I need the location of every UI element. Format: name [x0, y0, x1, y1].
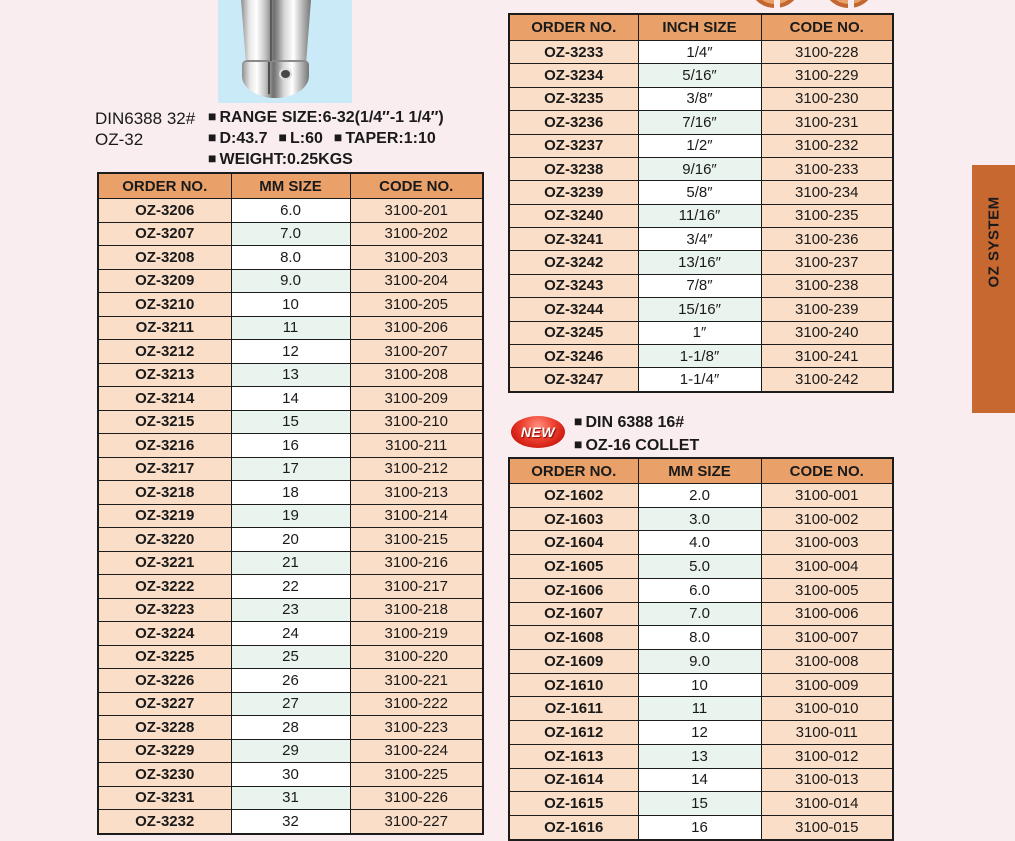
table-row [509, 157, 893, 180]
table-row [509, 134, 893, 157]
order-no-cell: OZ-1604 [509, 531, 638, 555]
code-no-cell: 3100-006 [761, 602, 893, 626]
table-row [509, 578, 893, 602]
bulleted-line [574, 434, 699, 457]
spec-text: WEIGHT:0.25KGS [219, 151, 353, 168]
size-cell: 31 [231, 786, 350, 810]
code-no-cell: 3100-001 [761, 484, 893, 508]
code-no-cell: 3100-005 [761, 578, 893, 602]
order-no-cell: OZ-3221 [98, 551, 231, 575]
code-no-cell: 3100-009 [761, 673, 893, 697]
table-row [509, 344, 893, 367]
bullet-square-icon: ■ [208, 150, 217, 166]
size-cell: 13 [638, 744, 761, 768]
table-header-row [509, 14, 893, 41]
size-cell: 8.0 [638, 626, 761, 650]
size-cell: 7.0 [638, 602, 761, 626]
bulleted-line [208, 128, 444, 149]
order-no-cell: OZ-3208 [98, 246, 231, 270]
table-row [98, 387, 483, 411]
table-row [98, 575, 483, 599]
order-no-cell: OZ-3235 [509, 87, 638, 110]
size-cell: 12 [638, 721, 761, 745]
order-no-cell: OZ-3210 [98, 293, 231, 317]
size-cell: 2.0 [638, 484, 761, 508]
order-no-cell: OZ-3230 [98, 763, 231, 787]
order-no-cell: OZ-1608 [509, 626, 638, 650]
column-header: INCH SIZE [638, 14, 761, 41]
bulleted-line [208, 107, 444, 128]
size-cell: 6.0 [638, 578, 761, 602]
table-row [509, 41, 893, 64]
inch-size-table-oz32 [508, 13, 894, 393]
code-no-cell: 3100-004 [761, 555, 893, 579]
order-no-cell: OZ-1615 [509, 792, 638, 816]
size-cell: 7/8″ [638, 274, 761, 297]
order-no-cell: OZ-3234 [509, 64, 638, 87]
new-badge [511, 416, 565, 448]
code-no-cell: 3100-241 [761, 344, 893, 367]
order-no-cell: OZ-1607 [509, 602, 638, 626]
code-no-cell: 3100-235 [761, 204, 893, 227]
size-cell: 7.0 [231, 222, 350, 246]
table-row [98, 222, 483, 246]
spec-text: DIN 6388 16# [585, 414, 685, 431]
order-no-cell: OZ-3232 [98, 810, 231, 835]
table-row [509, 650, 893, 674]
size-cell: 15 [638, 792, 761, 816]
code-no-cell: 3100-224 [350, 739, 483, 763]
order-no-cell: OZ-3209 [98, 269, 231, 293]
code-no-cell: 3100-240 [761, 321, 893, 344]
order-no-cell: OZ-1603 [509, 507, 638, 531]
column-header: MM SIZE [231, 173, 350, 199]
order-no-cell: OZ-3241 [509, 228, 638, 251]
code-no-cell: 3100-003 [761, 531, 893, 555]
spec-item [279, 130, 323, 147]
spec-item [334, 130, 436, 147]
order-no-cell: OZ-1606 [509, 578, 638, 602]
logo-circle-slit [848, 0, 854, 12]
table-row [98, 340, 483, 364]
table-row [509, 64, 893, 87]
table-row [509, 531, 893, 555]
order-no-cell: OZ-3244 [509, 298, 638, 321]
code-no-cell: 3100-228 [761, 41, 893, 64]
bullet-square-icon: ■ [333, 129, 343, 145]
code-no-cell: 3100-220 [350, 645, 483, 669]
size-cell: 1-1/8″ [638, 344, 761, 367]
size-cell: 8.0 [231, 246, 350, 270]
collet-slit [268, 62, 270, 94]
code-no-cell: 3100-233 [761, 157, 893, 180]
order-no-cell: OZ-3207 [98, 222, 231, 246]
oz-system-tab[interactable] [972, 165, 1015, 413]
order-no-cell: OZ-3228 [98, 716, 231, 740]
table-row [98, 269, 483, 293]
code-no-cell: 3100-216 [350, 551, 483, 575]
size-cell: 11/16″ [638, 204, 761, 227]
table-row [509, 792, 893, 816]
table-row [509, 626, 893, 650]
spec-item [574, 437, 699, 454]
code-no-cell: 3100-225 [350, 763, 483, 787]
size-cell: 1-1/4″ [638, 368, 761, 392]
size-cell: 21 [231, 551, 350, 575]
partial-logo-circles [745, 0, 895, 13]
size-cell: 26 [231, 669, 350, 693]
spec-list [208, 107, 444, 170]
bullet-square-icon: ■ [574, 413, 583, 429]
table-row [98, 504, 483, 528]
order-no-cell: OZ-1605 [509, 555, 638, 579]
table-row [98, 645, 483, 669]
oz-system-tab-label: OZ SYSTEM [985, 195, 1002, 287]
order-no-cell: OZ-3236 [509, 111, 638, 134]
table-row [98, 551, 483, 575]
spec-item [208, 151, 353, 168]
size-cell: 5/16″ [638, 64, 761, 87]
order-no-cell: OZ-3225 [98, 645, 231, 669]
table-row [98, 763, 483, 787]
size-cell: 25 [231, 645, 350, 669]
table-row [509, 251, 893, 274]
size-cell: 12 [231, 340, 350, 364]
code-no-cell: 3100-219 [350, 622, 483, 646]
size-cell: 1/2″ [638, 134, 761, 157]
table-row [509, 555, 893, 579]
code-no-cell: 3100-237 [761, 251, 893, 274]
size-cell: 19 [231, 504, 350, 528]
code-no-cell: 3100-011 [761, 721, 893, 745]
order-no-cell: OZ-3211 [98, 316, 231, 340]
size-cell: 16 [231, 434, 350, 458]
code-no-cell: 3100-236 [761, 228, 893, 251]
new-badge-label: NEW [520, 424, 556, 440]
code-no-cell: 3100-205 [350, 293, 483, 317]
size-cell: 10 [231, 293, 350, 317]
order-no-cell: OZ-1616 [509, 816, 638, 840]
code-no-cell: 3100-201 [350, 199, 483, 223]
bulleted-line [208, 149, 444, 170]
code-no-cell: 3100-002 [761, 507, 893, 531]
spec-text: OZ-16 COLLET [585, 437, 700, 454]
order-no-cell: OZ-3238 [509, 157, 638, 180]
code-no-cell: 3100-214 [350, 504, 483, 528]
table-row [509, 298, 893, 321]
size-cell: 9.0 [638, 650, 761, 674]
size-cell: 10 [638, 673, 761, 697]
code-no-cell: 3100-208 [350, 363, 483, 387]
size-cell: 9.0 [231, 269, 350, 293]
spec-item [574, 414, 684, 431]
size-cell: 7/16″ [638, 111, 761, 134]
size-cell: 3/4″ [638, 228, 761, 251]
order-no-cell: OZ-3214 [98, 387, 231, 411]
table-row [98, 363, 483, 387]
order-no-cell: OZ-3240 [509, 204, 638, 227]
column-header: CODE NO. [761, 14, 893, 41]
code-no-cell: 3100-008 [761, 650, 893, 674]
model-standard: DIN6388 32# [95, 109, 196, 128]
code-no-cell: 3100-222 [350, 692, 483, 716]
column-header: CODE NO. [350, 173, 483, 199]
collet-hole [279, 68, 292, 80]
table-row [509, 228, 893, 251]
order-no-cell: OZ-3220 [98, 528, 231, 552]
table-row [509, 204, 893, 227]
logo-circle-slit [774, 0, 780, 12]
oz16-heading [574, 411, 699, 457]
size-cell: 5/8″ [638, 181, 761, 204]
bullet-square-icon: ■ [278, 129, 287, 145]
size-cell: 20 [231, 528, 350, 552]
table-row [98, 293, 483, 317]
mm-size-table-oz16 [508, 457, 894, 841]
table-row [98, 246, 483, 270]
code-no-cell: 3100-007 [761, 626, 893, 650]
table-row [98, 434, 483, 458]
code-no-cell: 3100-229 [761, 64, 893, 87]
size-cell: 24 [231, 622, 350, 646]
bulleted-line [574, 411, 699, 434]
spec-text: L:60 [289, 130, 323, 147]
order-no-cell: OZ-3219 [98, 504, 231, 528]
code-no-cell: 3100-239 [761, 298, 893, 321]
column-header: CODE NO. [761, 458, 893, 484]
size-cell: 11 [638, 697, 761, 721]
table-row [509, 673, 893, 697]
order-no-cell: OZ-3213 [98, 363, 231, 387]
size-cell: 17 [231, 457, 350, 481]
code-no-cell: 3100-206 [350, 316, 483, 340]
table-row [509, 507, 893, 531]
code-no-cell: 3100-238 [761, 274, 893, 297]
size-cell: 3/8″ [638, 87, 761, 110]
code-no-cell: 3100-227 [350, 810, 483, 835]
order-no-cell: OZ-3222 [98, 575, 231, 599]
code-no-cell: 3100-014 [761, 792, 893, 816]
code-no-cell: 3100-215 [350, 528, 483, 552]
bullet-square-icon: ■ [208, 129, 217, 145]
order-no-cell: OZ-3226 [98, 669, 231, 693]
table-row [98, 528, 483, 552]
order-no-cell: OZ-1612 [509, 721, 638, 745]
size-cell: 32 [231, 810, 350, 835]
code-no-cell: 3100-012 [761, 744, 893, 768]
order-no-cell: OZ-1610 [509, 673, 638, 697]
table-row [98, 622, 483, 646]
size-cell: 13 [231, 363, 350, 387]
table-row [98, 692, 483, 716]
table-row [98, 199, 483, 223]
order-no-cell: OZ-3237 [509, 134, 638, 157]
code-no-cell: 3100-203 [350, 246, 483, 270]
table-row [98, 316, 483, 340]
table-row [509, 721, 893, 745]
size-cell: 4.0 [638, 531, 761, 555]
table-row [98, 716, 483, 740]
code-no-cell: 3100-223 [350, 716, 483, 740]
spec-text: TAPER:1:10 [345, 130, 436, 147]
order-no-cell: OZ-3242 [509, 251, 638, 274]
order-no-cell: OZ-3212 [98, 340, 231, 364]
column-header: ORDER NO. [509, 458, 638, 484]
table-row [509, 321, 893, 344]
size-cell: 14 [231, 387, 350, 411]
code-no-cell: 3100-230 [761, 87, 893, 110]
order-no-cell: OZ-3206 [98, 199, 231, 223]
code-no-cell: 3100-210 [350, 410, 483, 434]
spec-text: D:43.7 [219, 130, 268, 147]
size-cell: 28 [231, 716, 350, 740]
order-no-cell: OZ-3245 [509, 321, 638, 344]
code-no-cell: 3100-209 [350, 387, 483, 411]
code-no-cell: 3100-212 [350, 457, 483, 481]
order-no-cell: OZ-3231 [98, 786, 231, 810]
table-row [98, 457, 483, 481]
table-header-row [98, 173, 483, 199]
order-no-cell: OZ-1611 [509, 697, 638, 721]
code-no-cell: 3100-234 [761, 181, 893, 204]
collet-body [241, 0, 311, 63]
code-no-cell: 3100-221 [350, 669, 483, 693]
size-cell: 16 [638, 816, 761, 840]
logo-circle-icon [748, 0, 802, 8]
order-no-cell: OZ-3223 [98, 598, 231, 622]
code-no-cell: 3100-015 [761, 816, 893, 840]
table-row [509, 602, 893, 626]
table-row [98, 598, 483, 622]
size-cell: 14 [638, 768, 761, 792]
size-cell: 18 [231, 481, 350, 505]
column-header: ORDER NO. [509, 14, 638, 41]
order-no-cell: OZ-3218 [98, 481, 231, 505]
code-no-cell: 3100-226 [350, 786, 483, 810]
size-cell: 27 [231, 692, 350, 716]
spec-item [208, 130, 268, 147]
spec-item [208, 109, 444, 126]
table-row [98, 669, 483, 693]
size-cell: 3.0 [638, 507, 761, 531]
logo-circle-icon [822, 0, 876, 8]
order-no-cell: OZ-3229 [98, 739, 231, 763]
size-cell: 15/16″ [638, 298, 761, 321]
size-cell: 1″ [638, 321, 761, 344]
order-no-cell: OZ-3246 [509, 344, 638, 367]
code-no-cell: 3100-013 [761, 768, 893, 792]
order-no-cell: OZ-3227 [98, 692, 231, 716]
code-no-cell: 3100-231 [761, 111, 893, 134]
code-no-cell: 3100-204 [350, 269, 483, 293]
table-row [509, 181, 893, 204]
spec-text: RANGE SIZE:6-32(1/4″-1 1/4″) [219, 109, 444, 126]
table-row [509, 816, 893, 840]
size-cell: 29 [231, 739, 350, 763]
collet-product-image [218, 0, 352, 103]
size-cell: 5.0 [638, 555, 761, 579]
collet-slit [270, 0, 272, 61]
code-no-cell: 3100-213 [350, 481, 483, 505]
table-row [509, 768, 893, 792]
order-no-cell: OZ-1613 [509, 744, 638, 768]
column-header: ORDER NO. [98, 173, 231, 199]
code-no-cell: 3100-202 [350, 222, 483, 246]
table-row [98, 410, 483, 434]
size-cell: 1/4″ [638, 41, 761, 64]
table-row [509, 744, 893, 768]
size-cell: 22 [231, 575, 350, 599]
mm-size-table-oz32 [97, 172, 484, 835]
size-cell: 11 [231, 316, 350, 340]
order-no-cell: OZ-1602 [509, 484, 638, 508]
code-no-cell: 3100-217 [350, 575, 483, 599]
collet-foot [242, 60, 309, 98]
table-row [509, 87, 893, 110]
order-no-cell: OZ-1609 [509, 650, 638, 674]
table-row [98, 481, 483, 505]
size-cell: 9/16″ [638, 157, 761, 180]
order-no-cell: OZ-3215 [98, 410, 231, 434]
code-no-cell: 3100-010 [761, 697, 893, 721]
table-row [98, 739, 483, 763]
order-no-cell: OZ-3217 [98, 457, 231, 481]
table-row [509, 484, 893, 508]
code-no-cell: 3100-232 [761, 134, 893, 157]
bullet-square-icon: ■ [208, 108, 217, 124]
size-cell: 23 [231, 598, 350, 622]
code-no-cell: 3100-211 [350, 434, 483, 458]
code-no-cell: 3100-207 [350, 340, 483, 364]
model-number: OZ-32 [95, 130, 144, 149]
order-no-cell: OZ-3224 [98, 622, 231, 646]
column-header: MM SIZE [638, 458, 761, 484]
order-no-cell: OZ-3233 [509, 41, 638, 64]
table-row [509, 368, 893, 392]
bullet-square-icon: ■ [574, 436, 583, 452]
table-row [98, 786, 483, 810]
size-cell: 30 [231, 763, 350, 787]
code-no-cell: 3100-242 [761, 368, 893, 392]
order-no-cell: OZ-3243 [509, 274, 638, 297]
size-cell: 6.0 [231, 199, 350, 223]
order-no-cell: OZ-3216 [98, 434, 231, 458]
order-no-cell: OZ-3247 [509, 368, 638, 392]
code-no-cell: 3100-218 [350, 598, 483, 622]
table-header-row [509, 458, 893, 484]
model-label-block [95, 108, 195, 150]
table-row [509, 274, 893, 297]
size-cell: 13/16″ [638, 251, 761, 274]
table-row [98, 810, 483, 835]
order-no-cell: OZ-3239 [509, 181, 638, 204]
size-cell: 15 [231, 410, 350, 434]
table-row [509, 697, 893, 721]
table-row [509, 111, 893, 134]
order-no-cell: OZ-1614 [509, 768, 638, 792]
